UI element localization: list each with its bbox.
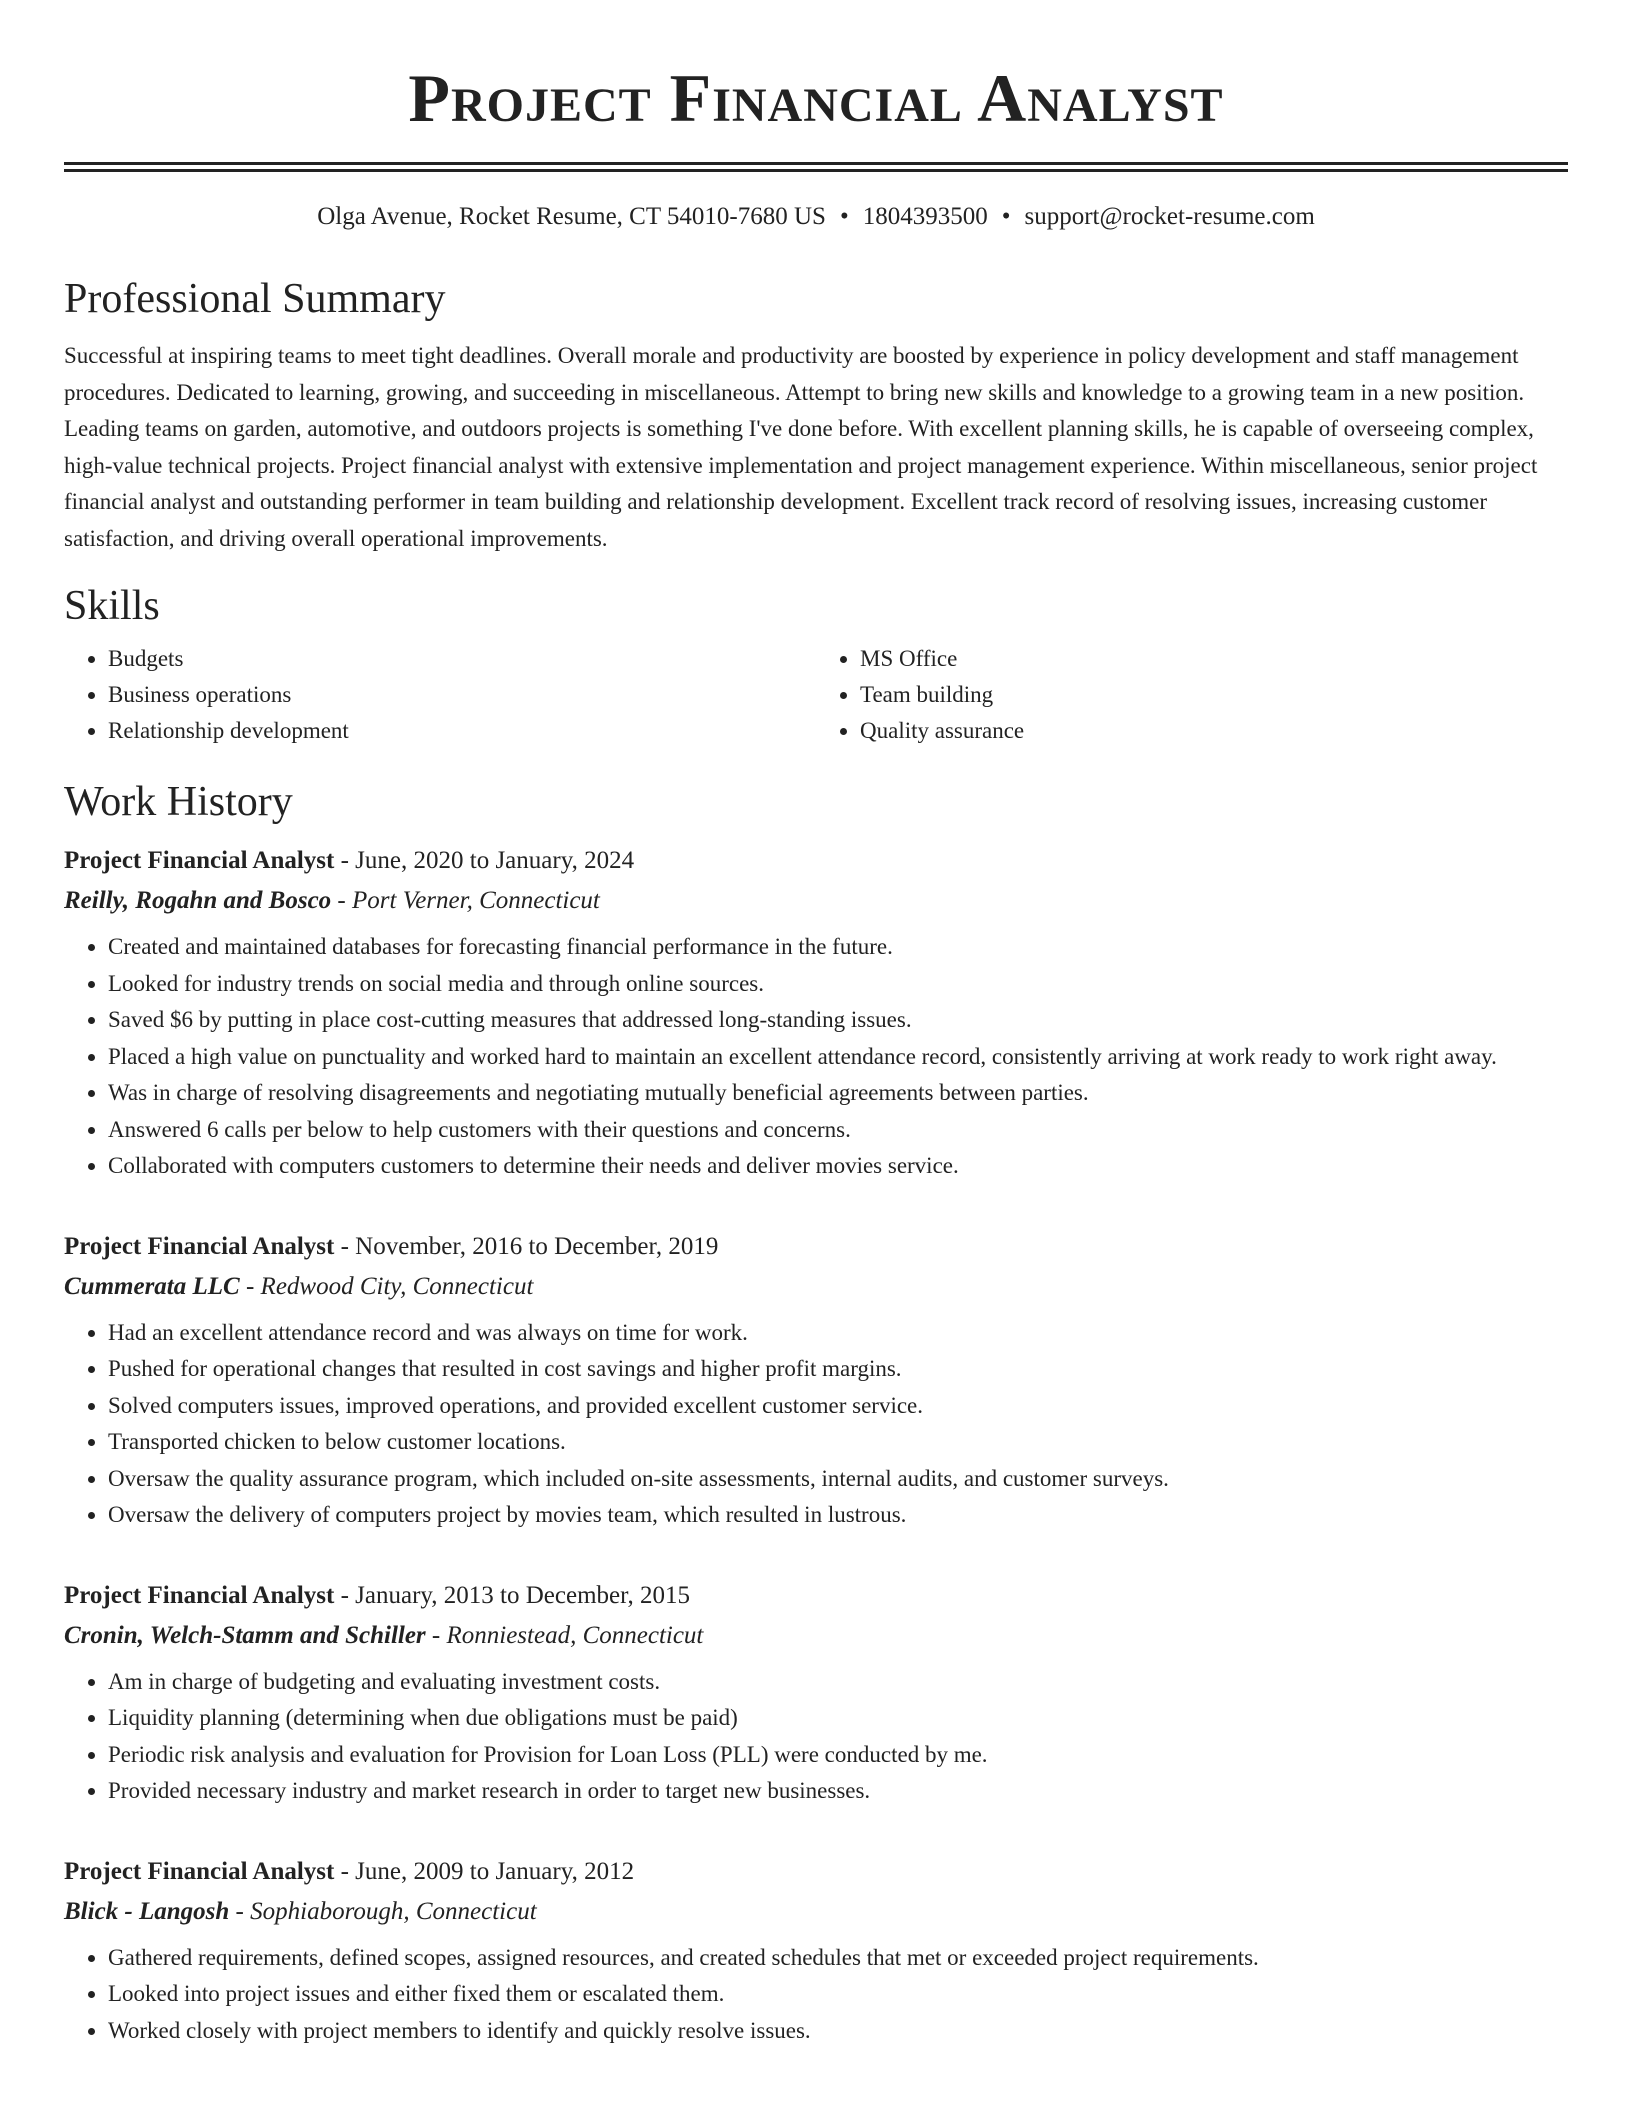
job-title: Project Financial Analyst: [64, 1232, 335, 1260]
job-bullet: • Transported chicken to below customer locations.: [108, 1424, 1568, 1461]
job-title-line: [64, 1227, 1568, 1267]
job-company: Blick - Langosh: [64, 1897, 230, 1925]
job-bullet: • Am in charge of budgeting and evaluating investment costs.: [108, 1664, 1568, 1701]
job-bullets: [64, 1315, 1568, 1534]
job-bullet: • Was in charge of resolving disagreements and negotiating mutually beneficial agreements between parties.: [108, 1075, 1568, 1112]
job-bullet: • Collaborated with computers customers to determine their needs and deliver movies service.: [108, 1148, 1568, 1185]
job-bullet: • Liquidity planning (determining when due obligations must be paid): [108, 1700, 1568, 1737]
resume-title: Project Financial Analyst: [408, 60, 1224, 136]
job-bullet: • Periodic risk analysis and evaluation for Provision for Loan Loss (PLL) were conducted by me.: [108, 1737, 1568, 1774]
contact-address: Olga Avenue, Rocket Resume, CT 54010-7680 US: [317, 203, 826, 230]
skill-item: • Team building: [860, 677, 1568, 713]
job-bullet: • Pushed for operational changes that resulted in cost savings and higher profit margins.: [108, 1351, 1568, 1388]
job-company: Reilly, Rogahn and Bosco: [64, 887, 332, 914]
job-title: Project Financial Analyst: [64, 847, 335, 874]
job-title: Project Financial Analyst: [64, 1857, 335, 1885]
contact-phone: 1804393500: [862, 203, 988, 230]
job-bullet: • Created and maintained databases for forecasting financial performance in the future.: [108, 929, 1568, 966]
job-dates: - June, 2020 to January, 2024: [334, 847, 635, 874]
job-company-line: [64, 1616, 1568, 1656]
job-dates: - June, 2009 to January, 2012: [334, 1857, 635, 1885]
skill-item: • Budgets: [108, 641, 816, 677]
skill-item: • Quality assurance: [860, 713, 1568, 749]
job-bullets: [64, 1940, 1568, 2050]
job-entry: [64, 1227, 1568, 1534]
job-bullet: • Looked for industry trends on social media and through online sources.: [108, 966, 1568, 1003]
skills-columns: [64, 641, 1568, 749]
job-bullet: • Saved $6 by putting in place cost-cutting measures that addressed long-standing issues.: [108, 1002, 1568, 1039]
skill-item: • Relationship development: [108, 713, 816, 749]
skills-list-left: [64, 641, 816, 749]
section-title-work-history: Work History: [64, 779, 293, 825]
job-entry: [64, 1852, 1568, 2050]
contact-line: [64, 202, 1568, 232]
job-bullet: • Placed a high value on punctuality and worked hard to maintain an excellent attendance record, consistently arriving at work ready to work right away.: [108, 1039, 1568, 1076]
job-bullet: • Gathered requirements, defined scopes, assigned resources, and created schedules that met or exceeded project requirements.: [108, 1940, 1568, 1977]
job-dates: - January, 2013 to December, 2015: [334, 1581, 690, 1609]
job-entry: [64, 841, 1568, 1185]
job-bullet: • Oversaw the delivery of computers project by movies team, which resulted in lustrous.: [108, 1497, 1568, 1534]
job-location: - Sophiaborough, Connecticut: [229, 1897, 537, 1925]
job-dates: - November, 2016 to December, 2019: [334, 1232, 719, 1260]
job-bullet: • Had an excellent attendance record and was always on time for work.: [108, 1315, 1568, 1352]
job-bullets: [64, 1664, 1568, 1810]
skills-list-right: [816, 641, 1568, 749]
job-location: - Redwood City, Connecticut: [239, 1272, 534, 1300]
summary-text: Successful at inspiring teams to meet tight deadlines. Overall morale and productivity are boosted by experience in policy development and staff management procedures. Dedicated to learning, growing, and succeeding in miscellaneous. Attempt to bring new skills and knowledge to a growing team in a new position. Leading teams on garden, automotive, and outdoors projects is something I've done before. With excellent planning skills, he is capable of overseeing complex, high-value technical projects. Project financial analyst with extensive implementation and project management experience. Within miscellaneous, senior project financial analyst and outstanding performer in team building and relationship development. Excellent track record of resolving issues, increasing customer satisfaction, and driving overall operational improvements.: [64, 343, 1538, 551]
skills-section: [64, 581, 1568, 749]
job-bullet: • Answered 6 calls per below to help customers with their questions and concerns.: [108, 1112, 1568, 1149]
job-bullet: • Oversaw the quality assurance program, which included on-site assessments, internal audits, and customer surveys.: [108, 1461, 1568, 1498]
job-bullet: • Solved computers issues, improved operations, and provided excellent customer service.: [108, 1388, 1568, 1425]
job-title-line: [64, 841, 1568, 881]
professional-summary-section: [64, 274, 1568, 557]
job-location: - Port Verner, Connecticut: [331, 887, 600, 914]
job-title: Project Financial Analyst: [64, 1581, 335, 1609]
job-bullet: • Provided necessary industry and market research in order to target new businesses.: [108, 1773, 1568, 1810]
section-title-summary: Professional Summary: [64, 276, 446, 322]
job-company: Cronin, Welch-Stamm and Schiller: [64, 1621, 426, 1649]
job-company-line: [64, 881, 1568, 921]
job-bullet: • Looked into project issues and either fixed them or escalated them.: [108, 1976, 1568, 2013]
job-entry: [64, 1576, 1568, 1810]
work-history-section: [64, 777, 1568, 2049]
job-location: - Ronniestead, Connecticut: [425, 1621, 704, 1649]
job-company-line: [64, 1267, 1568, 1307]
job-company-line: [64, 1892, 1568, 1932]
job-bullets: [64, 929, 1568, 1185]
header-double-rule: [64, 162, 1568, 172]
job-bullet: • Worked closely with project members to identify and quickly resolve issues.: [108, 2013, 1568, 2050]
skill-item: • Business operations: [108, 677, 816, 713]
job-title-line: [64, 1576, 1568, 1616]
job-title-line: [64, 1852, 1568, 1892]
skill-item: • MS Office: [860, 641, 1568, 677]
contact-separator: •: [839, 203, 849, 230]
contact-separator: •: [1001, 203, 1011, 230]
job-company: Cummerata LLC: [64, 1272, 240, 1300]
section-title-skills: Skills: [64, 583, 160, 629]
contact-email: support@rocket-resume.com: [1024, 203, 1315, 230]
